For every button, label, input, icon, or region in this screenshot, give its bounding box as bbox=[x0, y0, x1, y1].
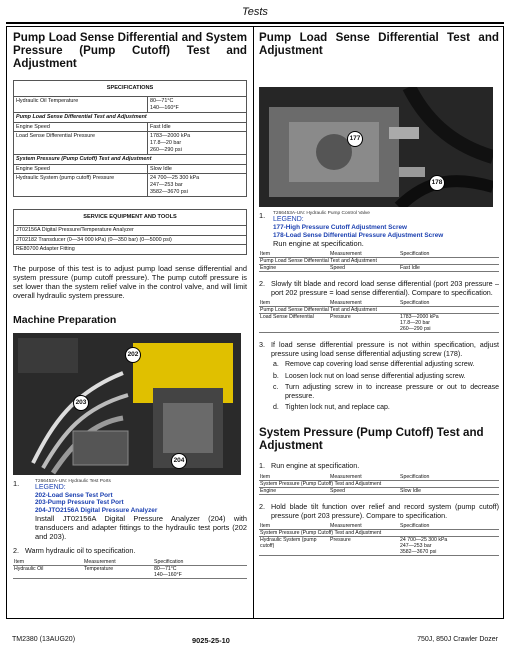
tool-item: JT02182 Transducer (0—34 000 kPa) (0—350 bar) (0—5000 psi) bbox=[14, 235, 247, 245]
specifications-table bbox=[13, 80, 247, 197]
spec-section: System Pressure (Pump Cutoff) Test and Adjustment bbox=[14, 155, 247, 165]
legend-heading: LEGEND: bbox=[35, 483, 66, 491]
footer-page-number: 9025-25-10 bbox=[192, 636, 230, 645]
left-step-1 bbox=[13, 479, 247, 542]
photo-caption: T266453A-UN: Hydraulic Pump Control Valve bbox=[273, 211, 370, 216]
footer-doc-id: TM2380 (13AUG20) bbox=[12, 636, 76, 643]
step-text: If load sense differential pressure is not within specification, adjust pressure using load sense differential adjusting screw (178). bbox=[271, 340, 499, 358]
cell: 24 700—25 300 kPa 247—253 bar 3582—3670 psi bbox=[399, 537, 499, 556]
cell: 80—71°C 140—160°F bbox=[153, 566, 247, 579]
tool-item: RE80700 Adapter Fitting bbox=[14, 245, 247, 255]
spec-label: Engine Speed bbox=[14, 122, 148, 132]
step-text: Install JT02156A Digital Pressure Analyzer (204) with transducers and adapter fittings to the hydraulic test ports (202 and 203). bbox=[35, 514, 247, 542]
tools-title: SERVICE EQUIPMENT AND TOOLS bbox=[14, 210, 247, 226]
column-divider bbox=[253, 27, 254, 618]
load-sense-table bbox=[259, 300, 499, 333]
tools-table bbox=[13, 209, 247, 255]
substep: c. Turn adjusting screw in to increase pressure or out to decrease pressure. bbox=[273, 384, 499, 400]
system-pressure-title: System Pressure (Pump Cutoff) Test and Adjustment bbox=[259, 426, 484, 453]
step-number: 2. bbox=[13, 546, 19, 556]
right-title: Pump Load Sense Differential Test and Adjustment bbox=[259, 31, 499, 57]
cell: Fast Idle bbox=[399, 265, 499, 272]
col-header: Specification bbox=[399, 300, 499, 307]
page-title: Pump Load Sense Differential and System Pressure (Pump Cutoff) Test and Adjustment bbox=[13, 31, 247, 70]
step-text: Run engine at specification. bbox=[273, 239, 364, 248]
spec-label: Hydraulic System (pump cutoff) Pressure bbox=[14, 174, 148, 197]
photo-caption: T266452A-UN: Hydraulic Test Ports bbox=[35, 478, 111, 484]
col-header: Measurement bbox=[329, 474, 399, 481]
spec-value: Fast Idle bbox=[148, 122, 247, 132]
step-text: Warm hydraulic oil to specification. bbox=[25, 546, 136, 556]
substep: d. Tighten lock nut, and replace cap. bbox=[273, 404, 390, 411]
spec-value: 80—71°C 140—160°F bbox=[148, 97, 247, 113]
right-step-2 bbox=[259, 280, 499, 297]
legend-item: 177-High Pressure Cutoff Adjustment Screw bbox=[273, 224, 407, 231]
col-header: Item bbox=[13, 559, 83, 566]
cell: Hydraulic System (pump cutoff) bbox=[259, 537, 329, 556]
cell: Engine bbox=[259, 488, 329, 495]
col-header: Specification bbox=[153, 559, 247, 566]
section-header: Tests bbox=[242, 6, 268, 18]
sys-step-2 bbox=[259, 503, 499, 520]
legend-item: 202-Load Sense Test Port bbox=[35, 491, 113, 499]
pump-valve-illustration bbox=[259, 87, 493, 207]
step-number: 1. bbox=[259, 211, 266, 220]
spec-value: 24 700—25 300 kPa 247—253 bar 3582—3670 psi bbox=[148, 174, 247, 197]
cell: Speed bbox=[329, 265, 399, 272]
cell: Temperature bbox=[83, 566, 153, 579]
cell: 1783—2000 kPa 17.8—20 bar 260—290 psi bbox=[399, 314, 499, 333]
machine-preparation-heading: Machine Preparation bbox=[13, 313, 117, 326]
specifications-title: SPECIFICATIONS bbox=[14, 81, 247, 97]
header-rule bbox=[6, 22, 504, 24]
spec-value: 1783—2000 kPa 17.8—20 bar 260—290 psi bbox=[148, 132, 247, 155]
callout-178: 178 bbox=[429, 175, 445, 191]
tool-item: JT02156A Digital Pressure/Temperature Analyzer bbox=[14, 226, 247, 236]
legend-heading: LEGEND: bbox=[273, 216, 304, 223]
cell: Speed bbox=[329, 488, 399, 495]
col-header: Measurement bbox=[329, 251, 399, 258]
cell: Pressure bbox=[329, 314, 399, 333]
col-header: Specification bbox=[399, 523, 499, 530]
step-text: Slowly tilt blade and record load sense differential (port 203 pressure – port 202 pressure = load sense differential). Compare to specification. bbox=[271, 279, 499, 297]
step-number: 1. bbox=[259, 461, 265, 471]
pump-control-valve-photo bbox=[259, 87, 493, 207]
callout-204: 204 bbox=[171, 453, 187, 469]
hydraulic-test-ports-photo bbox=[13, 333, 241, 475]
col-header: Measurement bbox=[83, 559, 153, 566]
cell: Hydraulic Oil bbox=[13, 566, 83, 579]
spec-value: Slow Idle bbox=[148, 164, 247, 174]
col-header: Item bbox=[259, 251, 329, 258]
col-header: Item bbox=[259, 523, 329, 530]
system-pressure-table bbox=[259, 523, 499, 556]
cell: Load Sense Differential bbox=[259, 314, 329, 333]
callout-203: 203 bbox=[73, 395, 89, 411]
engine-speed-table-1 bbox=[259, 251, 499, 272]
cell: Slow Idle bbox=[399, 488, 499, 495]
oil-temperature-table bbox=[13, 559, 247, 579]
spec-label: Hydraulic Oil Temperature bbox=[14, 97, 148, 113]
engine-speed-table-2 bbox=[259, 474, 499, 495]
spec-label: Engine Speed bbox=[14, 164, 148, 174]
left-column bbox=[13, 31, 247, 579]
step-number: 2. bbox=[259, 502, 265, 511]
callout-177: 177 bbox=[347, 131, 363, 147]
col-header: Item bbox=[259, 300, 329, 307]
col-header: Item bbox=[259, 474, 329, 481]
left-step-2 bbox=[13, 547, 247, 556]
table-section: System Pressure (Pump Cutoff) Test and Adjustment bbox=[259, 481, 499, 488]
step-text: Run engine at specification. bbox=[271, 461, 360, 471]
right-step-1 bbox=[259, 211, 499, 248]
right-column bbox=[259, 31, 499, 556]
substep: a. Remove cap covering load sense differential adjusting screw. bbox=[273, 361, 475, 369]
footer-model: 750J, 850J Crawler Dozer bbox=[417, 636, 498, 643]
legend-item: 178-Load Sense Differential Pressure Adjustment Screw bbox=[273, 231, 444, 239]
cell: Engine bbox=[259, 265, 329, 272]
col-header: Specification bbox=[399, 251, 499, 258]
page-frame bbox=[6, 26, 504, 619]
spec-label: Load Sense Differential Pressure bbox=[14, 132, 148, 155]
substep: b. Loosen lock nut on load sense differential adjusting screw. bbox=[273, 372, 466, 380]
step-text: Hold blade tilt function over relief and record system (pump cutoff) pressure (port 203 pressure). Compare to specification. bbox=[271, 502, 499, 520]
table-section: Pump Load Sense Differential Test and Adjustment bbox=[259, 307, 499, 314]
step-number: 2. bbox=[259, 279, 265, 288]
step-number: 3. bbox=[259, 340, 265, 350]
callout-202: 202 bbox=[125, 347, 141, 363]
col-header: Measurement bbox=[329, 523, 399, 530]
spec-section: Pump Load Sense Differential Test and Adjustment bbox=[14, 113, 247, 123]
right-step-3 bbox=[259, 341, 499, 358]
col-header: Specification bbox=[399, 474, 499, 481]
legend-item: 203-Pump Pressure Test Port bbox=[35, 499, 124, 507]
table-section: System Pressure (Pump Cutoff) Test and Adjustment bbox=[259, 530, 499, 537]
table-section: Pump Load Sense Differential Test and Adjustment bbox=[259, 258, 499, 265]
purpose-paragraph: The purpose of this test is to adjust pump load sense differential and system pressure (pump cutoff pressure). The pump cutoff pressure is set lower than the system relief valve in the control valve, and will limit overall hydraulic system pressure. bbox=[13, 263, 247, 300]
step-number: 1. bbox=[13, 478, 20, 488]
cell: Pressure bbox=[329, 537, 399, 556]
legend-item: 204-JTO2156A Digital Pressure Analyzer bbox=[35, 506, 158, 514]
col-header: Measurement bbox=[329, 300, 399, 307]
sys-step-1 bbox=[259, 462, 499, 471]
